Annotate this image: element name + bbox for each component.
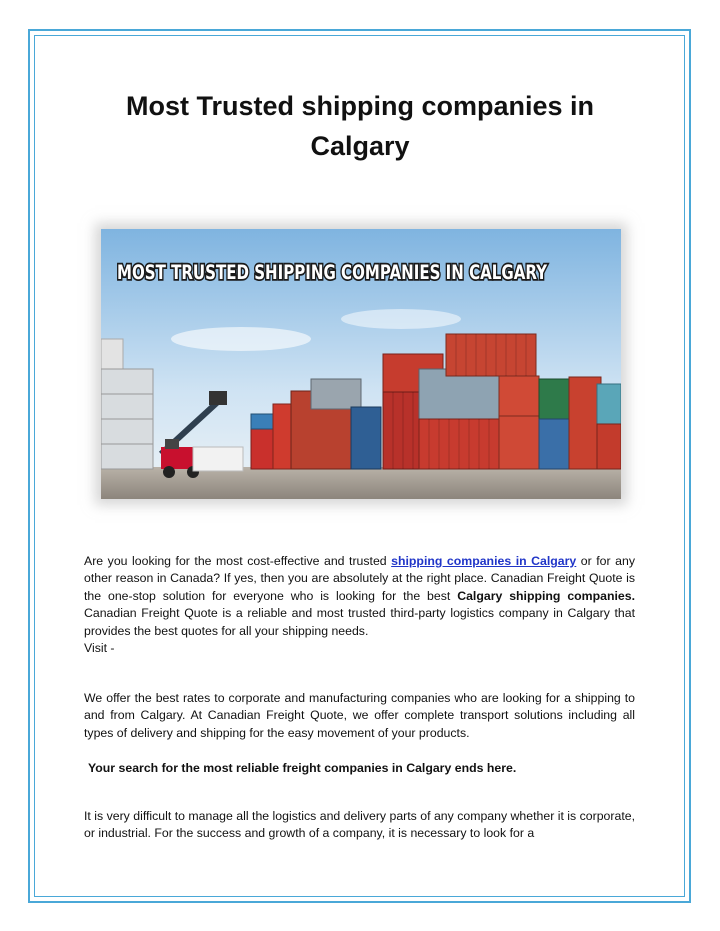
hero-banner-text: MOST TRUSTED SHIPPING COMPANIES IN CALGARY (117, 261, 548, 284)
intro-paragraph (84, 553, 635, 657)
intro-text-a: Are you looking for the most cost-effective and trusted (84, 554, 392, 568)
rates-paragraph: We offer the best rates to corporate and manufacturing companies who are looking for a shipping to and from Calgary. At Canadian Freight Quote, we offer complete transport solutions including all types of delivery and shipping for the easy movement of your products. (84, 691, 635, 740)
bold-statement: Your search for the most reliable freight companies in Calgary ends here. (88, 761, 517, 775)
intro-text-b: or for any other reason in Canada? If yes, then you are absolutely at the right place. Canadian Freight Quote is the one-stop solution for everyone who is looking for the best (84, 554, 635, 603)
page-title: Most Trusted shipping companies in Calgary (125, 91, 595, 161)
shipping-companies-link[interactable]: shipping companies in Calgary (391, 554, 577, 568)
logistics-paragraph: It is very difficult to manage all the logistics and delivery parts of any company whether it is corporate, or industrial. For the success and growth of a company, it is necessary to look for a (84, 809, 635, 841)
hero-image (101, 229, 621, 499)
visit-label: Visit - (84, 641, 115, 656)
intro-bold-text: Calgary shipping companies. (457, 588, 635, 603)
hero-banner (117, 261, 548, 284)
intro-text-c: Canadian Freight Quote is a reliable and most trusted third-party logistics company in Calgary that provides the best quotes for all your shipping needs. (84, 606, 635, 638)
